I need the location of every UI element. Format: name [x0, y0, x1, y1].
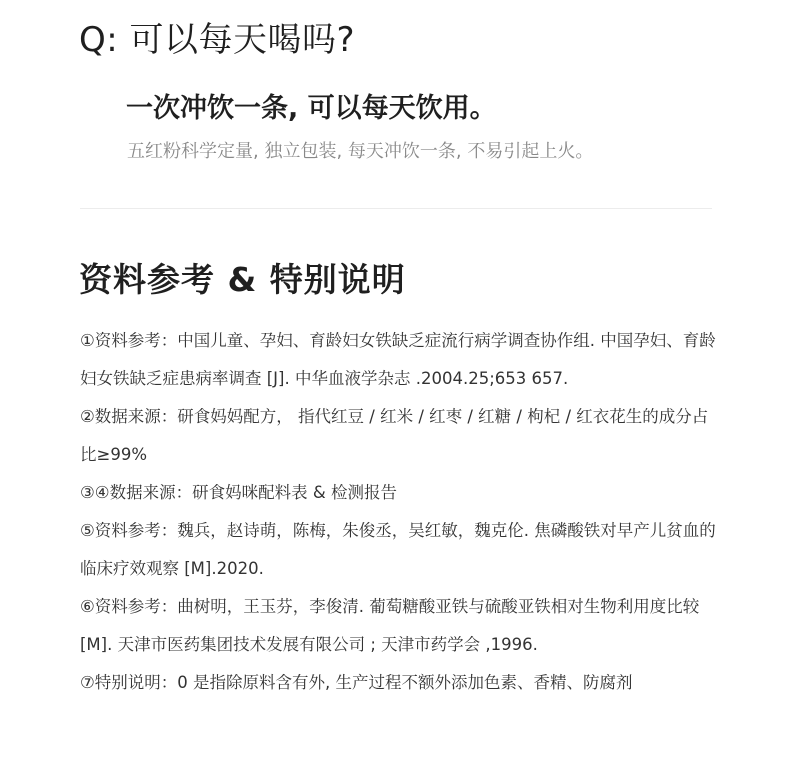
- section-divider: [80, 208, 712, 209]
- reference-item-5: ⑥资料参考：曲树明，王玉芬，李俊清. 葡萄糖酸亚铁与硫酸亚铁相对生物利用度比较 [M]. 天津市医药集团技术发展有限公司 ; 天津市药学会 ,1996.: [80, 597, 700, 654]
- reference-item-3: ③④数据来源：研食妈咪配料表 & 检测报告: [80, 483, 397, 502]
- reference-item-1: ①资料参考：中国儿童、孕妇、育龄妇女铁缺乏症流行病学调查协作组. 中国孕妇、育龄妇女铁缺乏症患病率调查 [J]. 中华血液学杂志 .2004.25;653 657.: [80, 331, 716, 388]
- question-heading: Q: 可以每天喝吗?: [79, 20, 356, 60]
- reference-item-2: ②数据来源：研食妈妈配方， 指代红豆 / 红米 / 红枣 / 红糖 / 枸杞 / 红衣花生的成分占比≥99%: [80, 407, 709, 464]
- answer-title: 一次冲饮一条, 可以每天饮用。: [126, 93, 497, 124]
- reference-item-4: ⑤资料参考：魏兵，赵诗萌，陈梅，朱俊丞，吴红敏，魏克伦. 焦磷酸铁对早产儿贫血的临床疗效观察 [M].2020.: [80, 521, 716, 578]
- references-list: [80, 322, 718, 702]
- answer-subtitle: 五红粉科学定量, 独立包装, 每天冲饮一条, 不易引起上火。: [127, 141, 594, 162]
- reference-item-6: ⑦特别说明：0 是指除原料含有外, 生产过程不额外添加色素、香精、防腐剂: [80, 673, 633, 692]
- references-heading: 资料参考 & 特别说明: [79, 260, 406, 299]
